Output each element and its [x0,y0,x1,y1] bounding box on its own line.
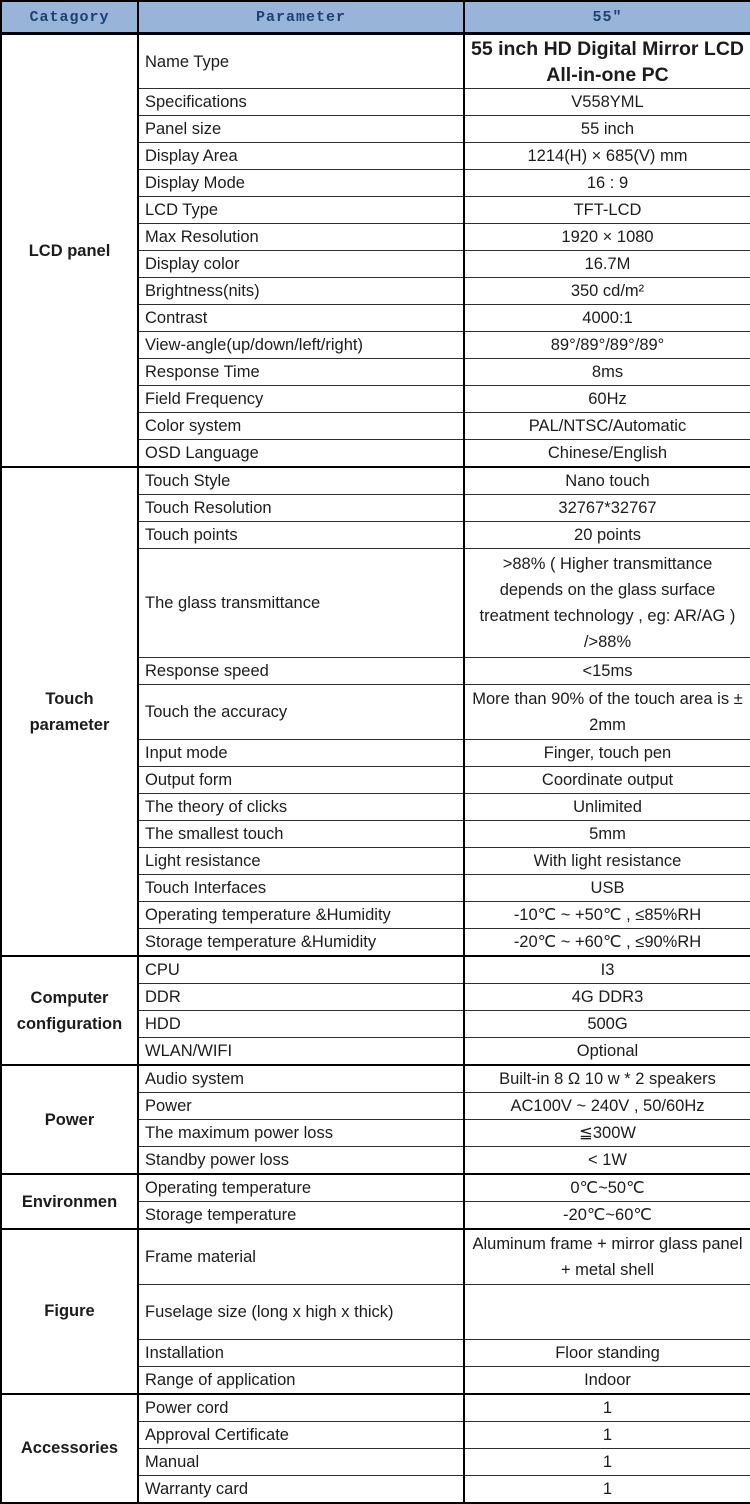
parameter-cell: WLAN/WIFI [138,1038,464,1066]
table-row [1,1394,750,1422]
value-cell: 350 cd/m² [464,278,750,305]
parameter-cell: Color system [138,413,464,440]
parameter-cell: View-angle(up/down/left/right) [138,332,464,359]
parameter-cell: Contrast [138,305,464,332]
parameter-cell: Operating temperature &Humidity [138,902,464,929]
value-cell: < 1W [464,1147,750,1175]
header-parameter-cell: Parameter [138,1,464,34]
value-cell [464,1284,750,1339]
parameter-cell: Installation [138,1339,464,1366]
parameter-cell: Fuselage size (long x high x thick) [138,1284,464,1339]
value-cell: 4000:1 [464,305,750,332]
parameter-cell: HDD [138,1011,464,1038]
category-cell: Environmen [1,1174,138,1229]
value-cell: USB [464,875,750,902]
parameter-cell: Range of application [138,1366,464,1394]
header-category-cell: Catagory [1,1,138,34]
parameter-cell: Approval Certificate [138,1421,464,1448]
value-cell: -20℃~60℃ [464,1202,750,1230]
parameter-cell: Response Time [138,359,464,386]
category-cell: Computer configuration [1,956,138,1065]
value-cell: <15ms [464,658,750,685]
parameter-cell: Storage temperature [138,1202,464,1230]
value-cell: 16 : 9 [464,170,750,197]
table-row [1,956,750,984]
parameter-cell: Manual [138,1448,464,1475]
value-cell: Optional [464,1038,750,1066]
parameter-cell: Audio system [138,1065,464,1093]
value-cell: Built-in 8 Ω 10 w * 2 speakers [464,1065,750,1093]
parameter-cell: Output form [138,767,464,794]
value-cell: >88% ( Higher transmittance depends on the glass surface treatment technology , eg: AR/AG ) />88% [464,549,750,658]
category-cell: Touch parameter [1,467,138,956]
parameter-cell: Name Type [138,34,464,89]
value-cell: 1214(H) × 685(V) mm [464,143,750,170]
value-cell: Chinese/English [464,440,750,468]
parameter-cell: Touch Interfaces [138,875,464,902]
parameter-cell: Touch the accuracy [138,685,464,740]
value-cell: 1 [464,1421,750,1448]
value-cell: With light resistance [464,848,750,875]
value-cell: 1 [464,1448,750,1475]
parameter-cell: DDR [138,984,464,1011]
table-row [1,1065,750,1093]
value-cell: Indoor [464,1366,750,1394]
value-cell: 1920 × 1080 [464,224,750,251]
parameter-cell: Brightness(nits) [138,278,464,305]
table-row [1,467,750,495]
parameter-cell: Storage temperature &Humidity [138,929,464,957]
value-cell: 55 inch HD Digital Mirror LCD All-in-one PC [464,34,750,89]
value-cell: 5mm [464,821,750,848]
value-cell: PAL/NTSC/Automatic [464,413,750,440]
category-cell: LCD panel [1,34,138,468]
parameter-cell: The glass transmittance [138,549,464,658]
parameter-cell: OSD Language [138,440,464,468]
parameter-cell: Power [138,1093,464,1120]
parameter-cell: Light resistance [138,848,464,875]
parameter-cell: Display Area [138,143,464,170]
value-cell: 0℃~50℃ [464,1174,750,1202]
parameter-cell: Field Frequency [138,386,464,413]
value-cell: Unlimited [464,794,750,821]
parameter-cell: Warranty card [138,1475,464,1503]
value-cell: Coordinate output [464,767,750,794]
value-cell: I3 [464,956,750,984]
value-cell: 89°/89°/89°/89° [464,332,750,359]
parameter-cell: Max Resolution [138,224,464,251]
value-cell: 20 points [464,522,750,549]
parameter-cell: Power cord [138,1394,464,1422]
value-cell: 1 [464,1394,750,1422]
parameter-cell: Operating temperature [138,1174,464,1202]
value-cell: 32767*32767 [464,495,750,522]
value-cell: 4G DDR3 [464,984,750,1011]
parameter-cell: The theory of clicks [138,794,464,821]
category-cell: Accessories [1,1394,138,1503]
value-cell: AC100V ~ 240V , 50/60Hz [464,1093,750,1120]
header-row [1,1,750,34]
parameter-cell: Response speed [138,658,464,685]
parameter-cell: The maximum power loss [138,1120,464,1147]
value-cell: 8ms [464,359,750,386]
value-cell: More than 90% of the touch area is ± 2mm [464,685,750,740]
value-cell: 1 [464,1475,750,1503]
header-size-cell: 55" [464,1,750,34]
table-row [1,1174,750,1202]
spec-table-body [1,34,750,1503]
parameter-cell: Panel size [138,116,464,143]
value-cell: Aluminum frame + mirror glass panel + metal shell [464,1229,750,1284]
value-cell: V558YML [464,89,750,116]
table-row [1,1229,750,1284]
parameter-cell: Specifications [138,89,464,116]
category-cell: Power [1,1065,138,1174]
value-cell: 60Hz [464,386,750,413]
parameter-cell: Display color [138,251,464,278]
value-cell: Finger, touch pen [464,740,750,767]
value-cell: 16.7M [464,251,750,278]
table-row [1,34,750,89]
value-cell: ≦300W [464,1120,750,1147]
parameter-cell: Input mode [138,740,464,767]
parameter-cell: Standby power loss [138,1147,464,1175]
parameter-cell: Touch Resolution [138,495,464,522]
parameter-cell: CPU [138,956,464,984]
parameter-cell: LCD Type [138,197,464,224]
category-cell: Figure [1,1229,138,1394]
parameter-cell: Touch points [138,522,464,549]
parameter-cell: The smallest touch [138,821,464,848]
value-cell: Nano touch [464,467,750,495]
value-cell: -20℃ ~ +60℃ , ≤90%RH [464,929,750,957]
value-cell: 500G [464,1011,750,1038]
parameter-cell: Frame material [138,1229,464,1284]
value-cell: Floor standing [464,1339,750,1366]
value-cell: TFT-LCD [464,197,750,224]
value-cell: -10℃ ~ +50℃ , ≤85%RH [464,902,750,929]
parameter-cell: Display Mode [138,170,464,197]
parameter-cell: Touch Style [138,467,464,495]
value-cell: 55 inch [464,116,750,143]
